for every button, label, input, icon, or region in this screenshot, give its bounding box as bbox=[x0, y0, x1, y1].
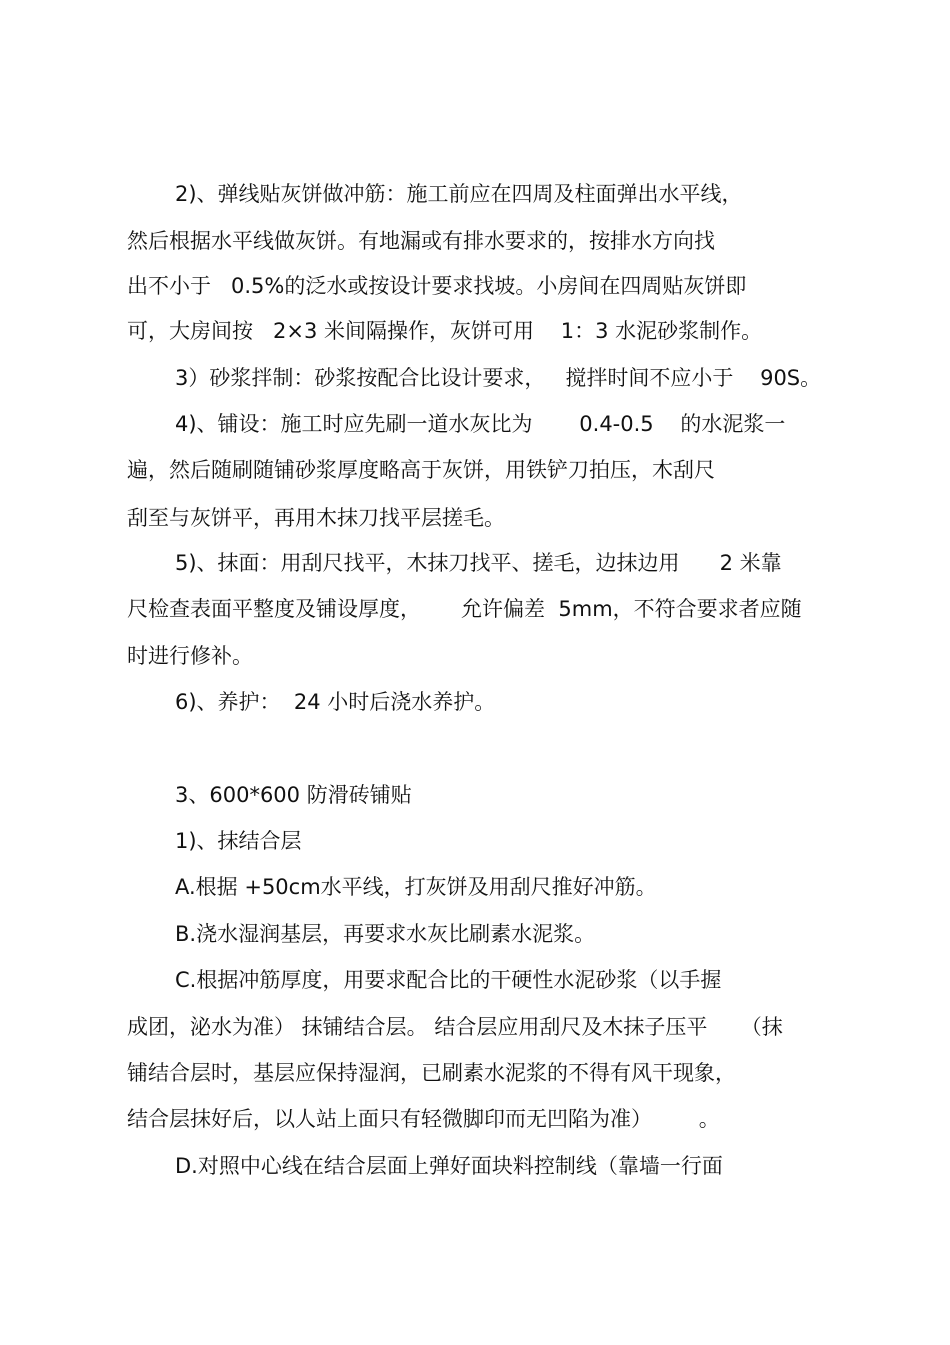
list-item: D.对照中心线在结合层面上弹好面块料控制线（靠墙一行面 bbox=[175, 1154, 723, 1178]
paragraph-line: 成团，泌水为准） 抹铺结合层。 结合层应用刮尺及木抹子压平 （抹 bbox=[127, 1015, 783, 1039]
list-item: C.根据冲筋厚度，用要求配合比的干硬性水泥砂浆（以手握 bbox=[175, 968, 722, 992]
paragraph-line: 2)、弹线贴灰饼做冲筋：施工前应在四周及柱面弹出水平线， bbox=[175, 182, 743, 206]
paragraph-line: 结合层抹好后，以人站上面只有轻微脚印而无凹陷为准） 。 bbox=[127, 1107, 720, 1131]
paragraph-line: 3）砂浆拌制：砂浆按配合比设计要求， 搅拌时间不应小于 90S。 bbox=[175, 366, 822, 390]
paragraph-line: 5)、抹面：用刮尺找平，木抹刀找平、搓毛，边抹边用 2 米靠 bbox=[175, 551, 782, 575]
subsection-heading: 1)、抹结合层 bbox=[175, 829, 302, 853]
paragraph-line: 时进行修补。 bbox=[127, 644, 253, 668]
paragraph-line: 铺结合层时，基层应保持湿润，已刷素水泥浆的不得有风干现象， bbox=[127, 1061, 736, 1085]
paragraph-line: 然后根据水平线做灰饼。有地漏或有排水要求的，按排水方向找 bbox=[127, 229, 715, 253]
paragraph-line: 刮至与灰饼平，再用木抹刀找平层搓毛。 bbox=[127, 506, 505, 530]
section-heading: 3、600*600 防滑砖铺贴 bbox=[175, 783, 412, 807]
paragraph-line: 4)、铺设：施工时应先刷一道水灰比为 0.4-0.5 的水泥浆一 bbox=[175, 412, 786, 436]
paragraph-line: 尺检查表面平整度及铺设厚度， 允许偏差 5mm，不符合要求者应随 bbox=[127, 597, 802, 621]
paragraph-line: 可，大房间按 2×3 米间隔操作，灰饼可用 1：3 水泥砂浆制作。 bbox=[127, 319, 763, 343]
paragraph-line: 出不小于 0.5%的泛水或按设计要求找坡。小房间在四周贴灰饼即 bbox=[127, 274, 747, 298]
list-item: B.浇水湿润基层，再要求水灰比刷素水泥浆。 bbox=[175, 922, 596, 946]
paragraph-line: 6)、养护： 24 小时后浇水养护。 bbox=[175, 690, 496, 714]
list-item: A.根据 +50cm水平线，打灰饼及用刮尺推好冲筋。 bbox=[175, 875, 657, 899]
paragraph-line: 遍，然后随刷随铺砂浆厚度略高于灰饼，用铁铲刀拍压，木刮尺 bbox=[127, 458, 715, 482]
